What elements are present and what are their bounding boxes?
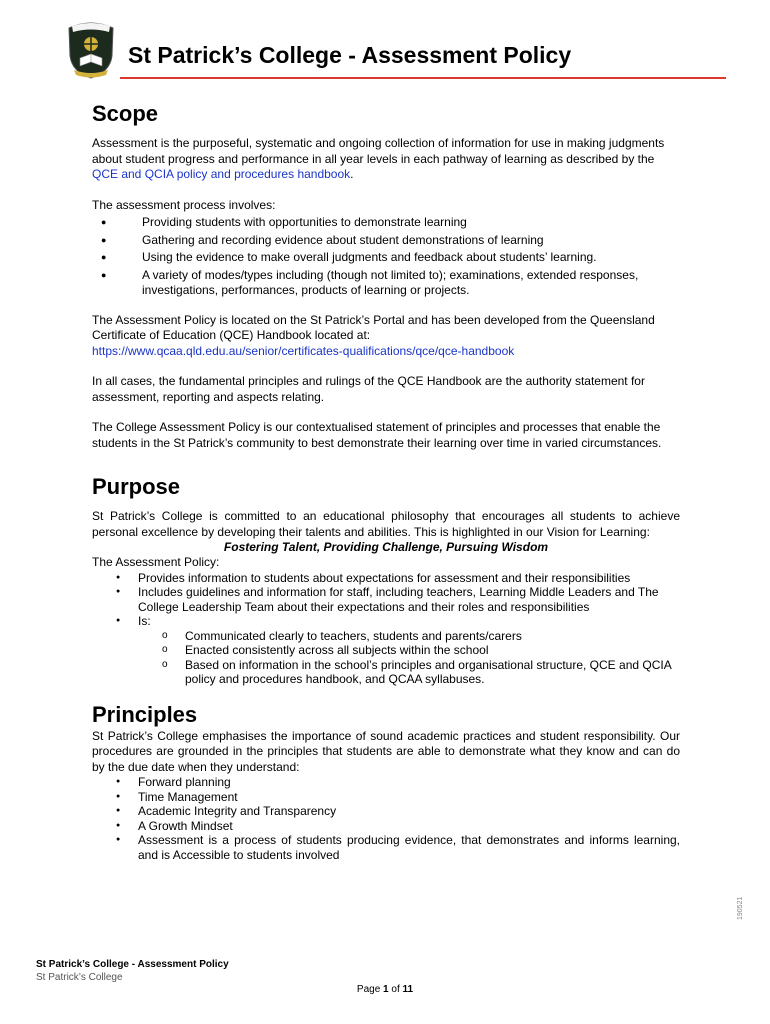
page-current: 1 bbox=[383, 984, 389, 995]
list-item: ● Academic Integrity and Transparency bbox=[92, 804, 680, 819]
page-total: 11 bbox=[402, 984, 414, 995]
policy-intro: The Assessment Policy: bbox=[92, 555, 220, 569]
list-item: ● Using the evidence to make overall judgments and feedback about students’ learning. bbox=[92, 250, 680, 266]
version-code: 190521 bbox=[737, 896, 744, 920]
page-number bbox=[0, 982, 770, 998]
process-list bbox=[92, 215, 680, 299]
authority-text: In all cases, the fundamental principles and rulings of the QCE Handbook are the authority statement for assessment, reporting and aspects relating. bbox=[92, 374, 645, 404]
contextual-text: The College Assessment Policy is our contextualised statement of principles and processes that enable the students in the St Patrick’s community to best demonstrate their learning over time in varied circumstances. bbox=[92, 420, 662, 450]
process-intro: The assessment process involves: bbox=[92, 197, 276, 212]
list-item: o Based on information in the school’s principles and organisational structure, QCE and QCIA policy and procedures handbook, and QCAA syllabuses. bbox=[92, 658, 680, 687]
scope-intro-end: . bbox=[350, 167, 354, 181]
list-item: o Communicated clearly to teachers, students and parents/carers bbox=[92, 629, 680, 644]
college-crest-icon bbox=[66, 20, 116, 80]
list-item: ● Is: bbox=[92, 614, 680, 629]
scope-intro bbox=[92, 136, 680, 183]
principles-heading: Principles bbox=[92, 701, 198, 727]
list-item: ● Gathering and recording evidence about student demonstrations of learning bbox=[92, 233, 680, 249]
qce-handbook-link[interactable]: QCE and QCIA policy and procedures handbook bbox=[92, 167, 351, 181]
page-of: of bbox=[388, 984, 403, 995]
vision-statement: Fostering Talent, Providing Challenge, Pursuing Wisdom bbox=[223, 540, 549, 554]
portal-text: The Assessment Policy is located on the St Patrick’s Portal and has been developed from the Queensland Certificate of Education (QCE) Handbook located at: bbox=[92, 312, 655, 342]
list-item: ● A Growth Mindset bbox=[92, 819, 680, 834]
list-item: ● A variety of modes/types including (though not limited to); examinations, extended responses, investigations, performances, products of learning or projects. bbox=[92, 268, 680, 299]
list-item: ● Includes guidelines and information for staff, including teachers, Learning Middle Leaders and The College Leadership Team about their expectations and their roles and responsibilities bbox=[92, 585, 680, 614]
purpose-intro: St Patrick’s College is committed to an educational philosophy that encourages all students to achieve personal excellence by developing their talents and abilities. This is highlighted in our Vision for Learning: bbox=[92, 509, 680, 539]
page-title: St Patrick’s College - Assessment Policy bbox=[128, 42, 572, 68]
list-item: o Enacted consistently across all subjects within the school bbox=[92, 643, 680, 658]
purpose-heading: Purpose bbox=[92, 474, 181, 499]
principles-intro: St Patrick’s College emphasises the importance of sound academic practices and student responsibility. Our procedures are grounded in the principles that students are able to demonstrate what they know and can do by the due date when they understand: bbox=[92, 728, 680, 774]
list-item: ● Time Management bbox=[92, 790, 680, 805]
document-body bbox=[92, 100, 680, 862]
policy-list bbox=[92, 571, 680, 629]
policy-sublist bbox=[92, 629, 680, 687]
qce-handbook-url[interactable]: https://www.qcaa.qld.edu.au/senior/certificates-qualifications/qce/qce-handbook bbox=[92, 343, 515, 358]
footer-doc-title: St Patrick’s College - Assessment Policy bbox=[36, 959, 229, 970]
title-divider bbox=[120, 77, 726, 79]
principles-list bbox=[92, 775, 680, 862]
list-item: ● Provides information to students about expectations for assessment and their responsibilities bbox=[92, 571, 680, 586]
list-item: ● Providing students with opportunities to demonstrate learning bbox=[92, 215, 680, 231]
list-item: ● Assessment is a process of students producing evidence, that demonstrates and informs learning, and is Accessible to students involved bbox=[92, 833, 680, 862]
footer-org: St Patrick’s College bbox=[36, 972, 123, 983]
scope-intro-text: Assessment is the purposeful, systematic and ongoing collection of information for use in making judgments about student progress and performance in all year levels in each pathway of learning as described by the bbox=[92, 136, 665, 166]
scope-heading: Scope bbox=[92, 101, 159, 126]
page-label: Page bbox=[356, 984, 384, 995]
list-item: ● Forward planning bbox=[92, 775, 680, 790]
